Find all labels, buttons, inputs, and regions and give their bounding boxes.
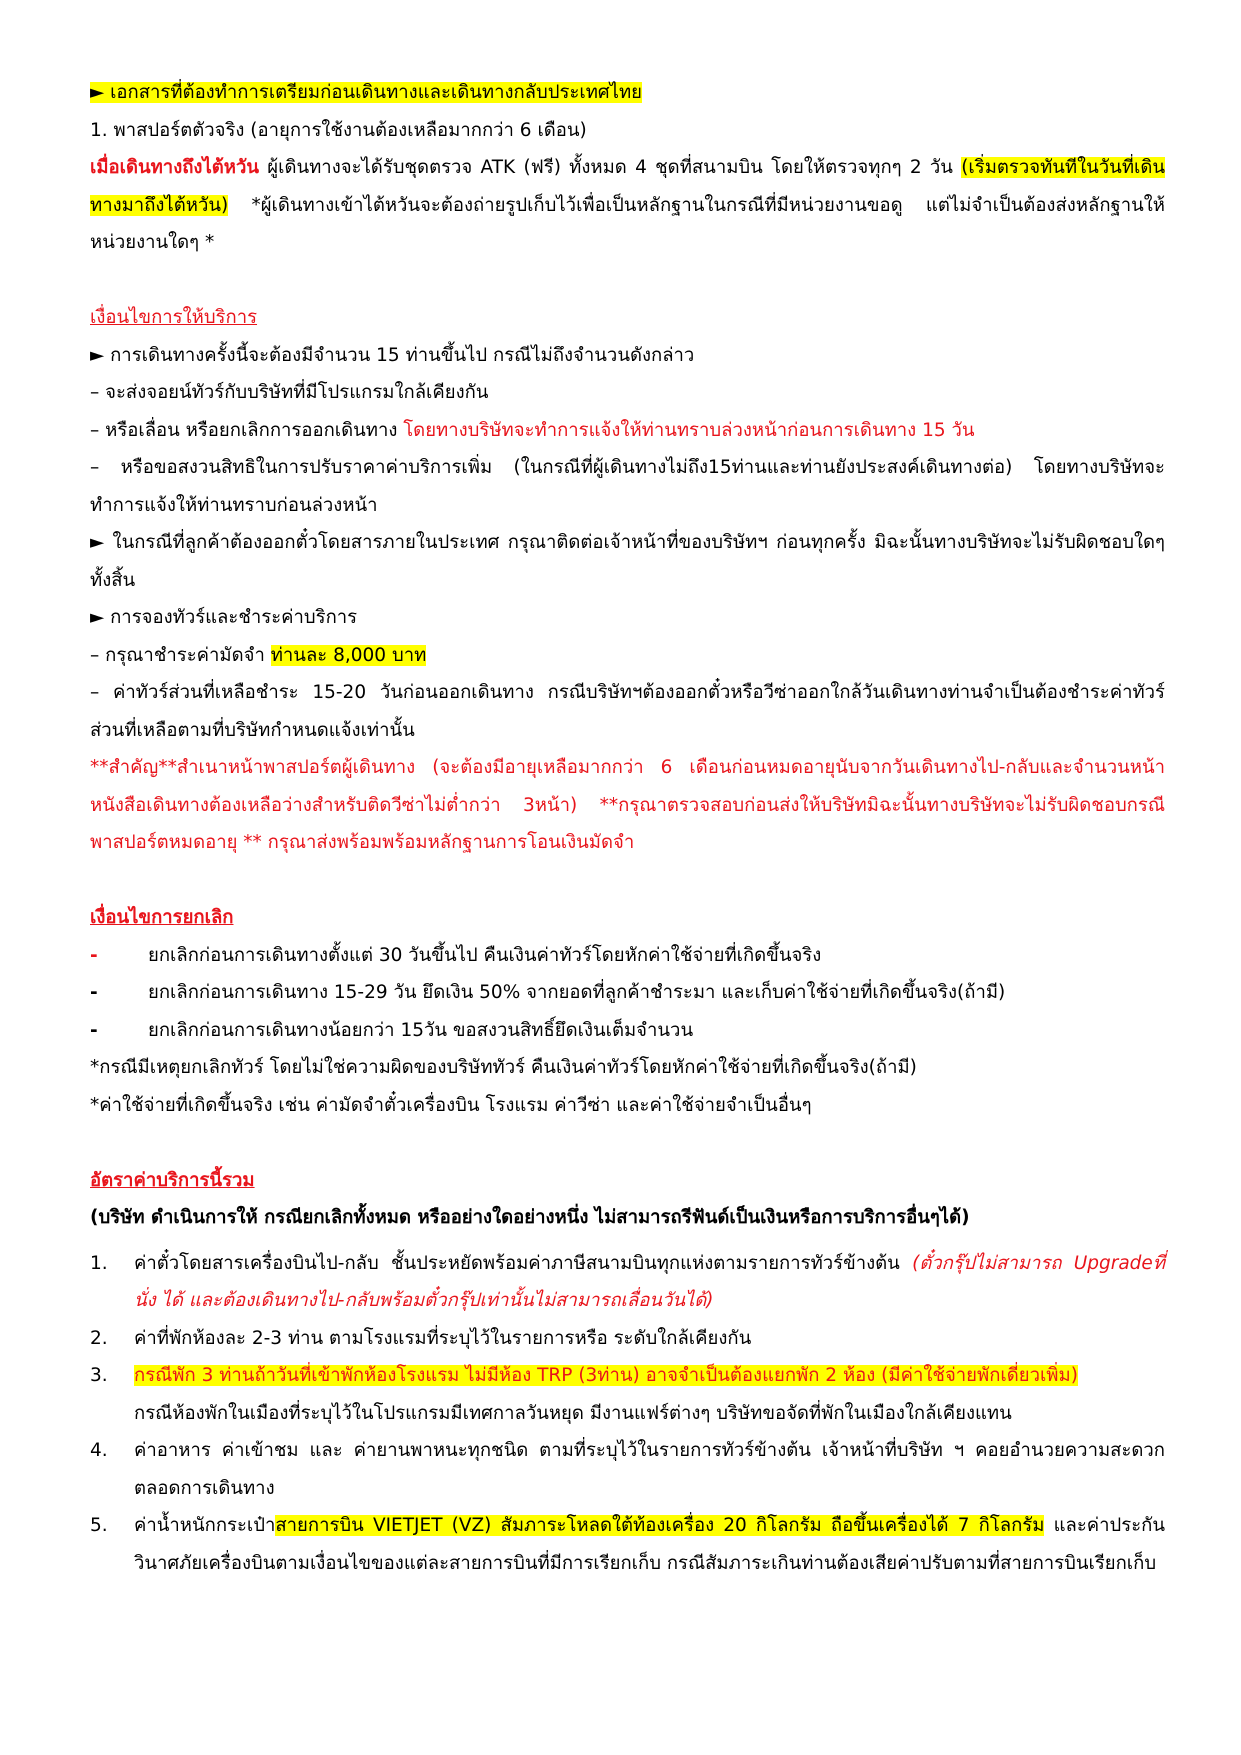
includes-item-number: 1. [90, 1252, 108, 1274]
cancel-note-2: *ค่าใช้จ่ายที่เกิดขึ้นจริง เช่น ค่ามัดจำตั๋วเครื่องบิน โรงแรม ค่าวีซ่า และค่าใช้จ่ายจำเป็นอื่นๆ [90, 1094, 812, 1116]
includes-item-text: ค่าน้ำหนักกระเป๋า [134, 1515, 276, 1536]
includes-item-5 [90, 1507, 1165, 1582]
service-conditions-heading: เงื่อนไขการให้บริการ [90, 307, 258, 328]
service-balance: – ค่าทัวร์ส่วนที่เหลือชำระ 15-20 วันก่อนออกเดินทาง กรณีบริษัทฯต้องออกตั๋วหรือวีซ่าออกใกล้วันเดินทางท่านจำเป็นต้องชำระค่าทัวร์ส่วนที่เหลือตามที่บริษัทกำหนดแจ้งเท่านั้น [90, 682, 1165, 741]
cancel-item [90, 974, 1165, 1012]
cancel-item-text: ยกเลิกก่อนการเดินทาง 15-29 วัน ยึดเงิน 50% จากยอดที่ลูกค้าชำระมา และเก็บค่าใช้จ่ายที่เกิดขึ้นจริง(ถ้ามี) [148, 982, 1006, 1003]
service-deposit-amount: ท่านละ 8,000 บาท [270, 644, 427, 666]
service-min-people: ► การเดินทางครั้งนี้จะต้องมีจำนวน 15 ท่านขึ้นไป กรณีไม่ถึงจำนวนดังกล่าว [90, 344, 695, 366]
cancel-item-mark: - [90, 944, 98, 966]
arrival-paragraph [90, 149, 1165, 262]
includes-item-text: ค่าที่พักห้องละ 2-3 ท่าน ตามโรงแรมที่ระบุไว้ในรายการหรือ ระดับใกล้เคียงกัน [134, 1327, 752, 1349]
service-price-adjust: – หรือขอสงวนสิทธิในการปรับราคาค่าบริการเพิ่ม (ในกรณีที่ผู้เดินทางไม่ถึง15ท่านและท่านยังประสงค์เดินทางต่อ) โดยทางบริษัทจะทำการแจ้งให้ท่านทราบก่อนล่วงหน้า [90, 457, 1165, 516]
includes-item-number: 4. [90, 1440, 108, 1461]
includes-item-2 [90, 1320, 1165, 1358]
includes-subheading: (บริษัท ดำเนินการให้ กรณียกเลิกทั้งหมด หรืออย่างใดอย่างหนึ่ง ไม่สามารถรีฟันด์เป็นเงินหรือการบริการอื่นๆได้) [90, 1207, 970, 1228]
includes-item-3 [90, 1357, 1165, 1432]
cancel-item [90, 1012, 1165, 1050]
includes-item-red-highlight: กรณีพัก 3 ท่านถ้าวันที่เข้าพักห้องโรงแรม ไม่มีห้อง TRP (3ท่าน) อาจจำเป็นต้องแยกพัก 2 ห้อง (มีค่าใช้จ่ายพักเดี่ยวเพิ่ม) [134, 1365, 1078, 1386]
includes-item-text-cont: และค่าประกันวินาศภัยเครื่องบินตามเงื่อนไขของแต่ละสายการบินที่มีการเรียกเก็บ กรณีสัมภาระเกินท่านต้องเสียค่าปรับตามที่สายการบินเรียกเก็บ [134, 1515, 1165, 1574]
service-deposit-text: – กรุณาชำระค่ามัดจำ [90, 644, 271, 666]
includes-item-text: ค่าตั๋วโดยสารเครื่องบินไป-กลับ ชั้นประหยัดพร้อมค่าภาษีสนามบินทุกแห่งตามรายการทัวร์ข้างต้น [134, 1252, 913, 1274]
includes-item-red-note: (ตั๋วกรุ๊ปไม่สามารถ Upgradeที่นั่ง ได้ และต้องเดินทางไป-กลับพร้อมตั๋วกรุ๊ปเท่านั้นไม่สามารถเลื่อนวันได้) [134, 1252, 1165, 1311]
arrival-note: *ผู้เดินทางเข้าไต้หวันจะต้องถ่ายรูปเก็บไว้เพื่อเป็นหลักฐานในกรณีที่มีหน่วยงานขอดู แต่ไม่จำเป็นต้องส่งหลักฐานให้หน่วยงานใดๆ * [90, 194, 1165, 253]
service-deposit [90, 637, 1165, 675]
includes-heading: อัตราค่าบริการนี้รวม [90, 1169, 255, 1191]
includes-item-4 [90, 1432, 1165, 1507]
includes-item-1 [90, 1245, 1165, 1320]
prep-heading-line [90, 74, 1165, 112]
service-postpone-text: – หรือเลื่อน หรือยกเลิกการออกเดินทาง [90, 419, 404, 441]
cancel-item-mark: - [90, 982, 98, 1003]
service-booking: ► การจองทัวร์และชำระค่าบริการ [90, 607, 358, 628]
cancel-item-text: ยกเลิกก่อนการเดินทางตั้งแต่ 30 วันขึ้นไป คืนเงินค่าทัวร์โดยหักค่าใช้จ่ายที่เกิดขึ้นจริง [148, 944, 822, 966]
includes-item-number: 3. [90, 1365, 108, 1386]
cancel-item [90, 937, 1165, 975]
arrival-text: ผู้เดินทางจะได้รับชุดตรวจ ATK (ฟรี) ทั้งหมด 4 ชุดที่สนามบิน โดยให้ตรวจทุกๆ 2 วัน [259, 157, 962, 178]
includes-item-text: ค่าอาหาร ค่าเข้าชม และ ค่ายานพาหนะทุกชนิด ตามที่ระบุไว้ในรายการทัวร์ข้างต้น เจ้าหน้าที่บริษัท ฯ คอยอำนวยความสะดวกตลอดการเดินทาง [134, 1440, 1165, 1499]
service-important-note: **สำคัญ**สำเนาหน้าพาสปอร์ตผู้เดินทาง (จะต้องมีอายุเหลือมากกว่า 6 เดือนก่อนหมดอายุนับจากวันเดินทางไป-กลับและจำนวนหน้าหนังสือเดินทางต้องเหลือว่างสำหรับติดวีซ่าไม่ต่ำกว่า 3หน้า) **กรุณาตรวจสอบก่อนส่งให้บริษัทมิฉะนั้นทางบริษัทจะไม่รับผิดชอบกรณีพาสปอร์ตหมดอายุ ** กรุณาส่งพร้อมพร้อมหลักฐานการโอนเงินมัดจำ [90, 757, 1165, 853]
service-join-tour: – จะส่งจอยน์ทัวร์กับบริษัทที่มีโปรแกรมใกล้เคียงกัน [90, 382, 489, 403]
service-postpone [90, 412, 1165, 450]
passport-requirement: 1. พาสปอร์ตตัวจริง (อายุการใช้งานต้องเหลือมากกว่า 6 เดือน) [90, 119, 587, 141]
document-page [90, 74, 1165, 1582]
cancel-item-mark: - [90, 1019, 98, 1041]
cancel-note-1: *กรณีมีเหตุยกเลิกทัวร์ โดยไม่ใช่ความผิดของบริษัททัวร์ คืนเงินค่าทัวร์โดยหักค่าใช้จ่ายที่เกิดขึ้นจริง(ถ้ามี) [90, 1057, 917, 1078]
arrival-red-label: เมื่อเดินทางถึงไต้หวัน [90, 157, 260, 178]
service-domestic-ticket: ► ในกรณีที่ลูกค้าต้องออกตั๋วโดยสารภายในประเทศ กรุณาติดต่อเจ้าหน้าที่ของบริษัทฯ ก่อนทุกครั้ง มิฉะนั้นทางบริษัทจะไม่รับผิดชอบใดๆ ทั้งสิ้น [90, 532, 1165, 591]
service-postpone-red: โดยทางบริษัทจะทำการแจ้งให้ท่านทราบล่วงหน้าก่อนการเดินทาง 15 วัน [403, 419, 975, 441]
cancel-conditions-heading: เงื่อนไขการยกเลิก [90, 907, 234, 928]
includes-item-highlight: สายการบิน VIETJET (VZ) สัมภาระโหลดใต้ท้องเครื่อง 20 กิโลกรัม ถือขึ้นเครื่องได้ 7 กิโลกรัม [275, 1515, 1045, 1536]
prep-heading: ► เอกสารที่ต้องทำการเตรียมก่อนเดินทางและเดินทางกลับประเทศไทย [90, 82, 642, 103]
includes-item-number: 5. [90, 1515, 108, 1536]
arrival-highlight: (เริ่มตรวจทันทีในวันที่เดินทางมาถึงไต้หวัน) [90, 157, 1165, 216]
cancel-item-text: ยกเลิกก่อนการเดินทางน้อยกว่า 15วัน ขอสงวนสิทธิ์ยึดเงินเต็มจำนวน [148, 1019, 694, 1041]
includes-item-number: 2. [90, 1327, 108, 1349]
includes-item-text: กรณีห้องพักในเมืองที่ระบุไว้ในโปรแกรมมีเทศกาลวันหยุด มีงานแฟร์ต่างๆ บริษัทขอจัดที่พักในเมืองใกล้เคียงแทน [134, 1402, 1012, 1424]
